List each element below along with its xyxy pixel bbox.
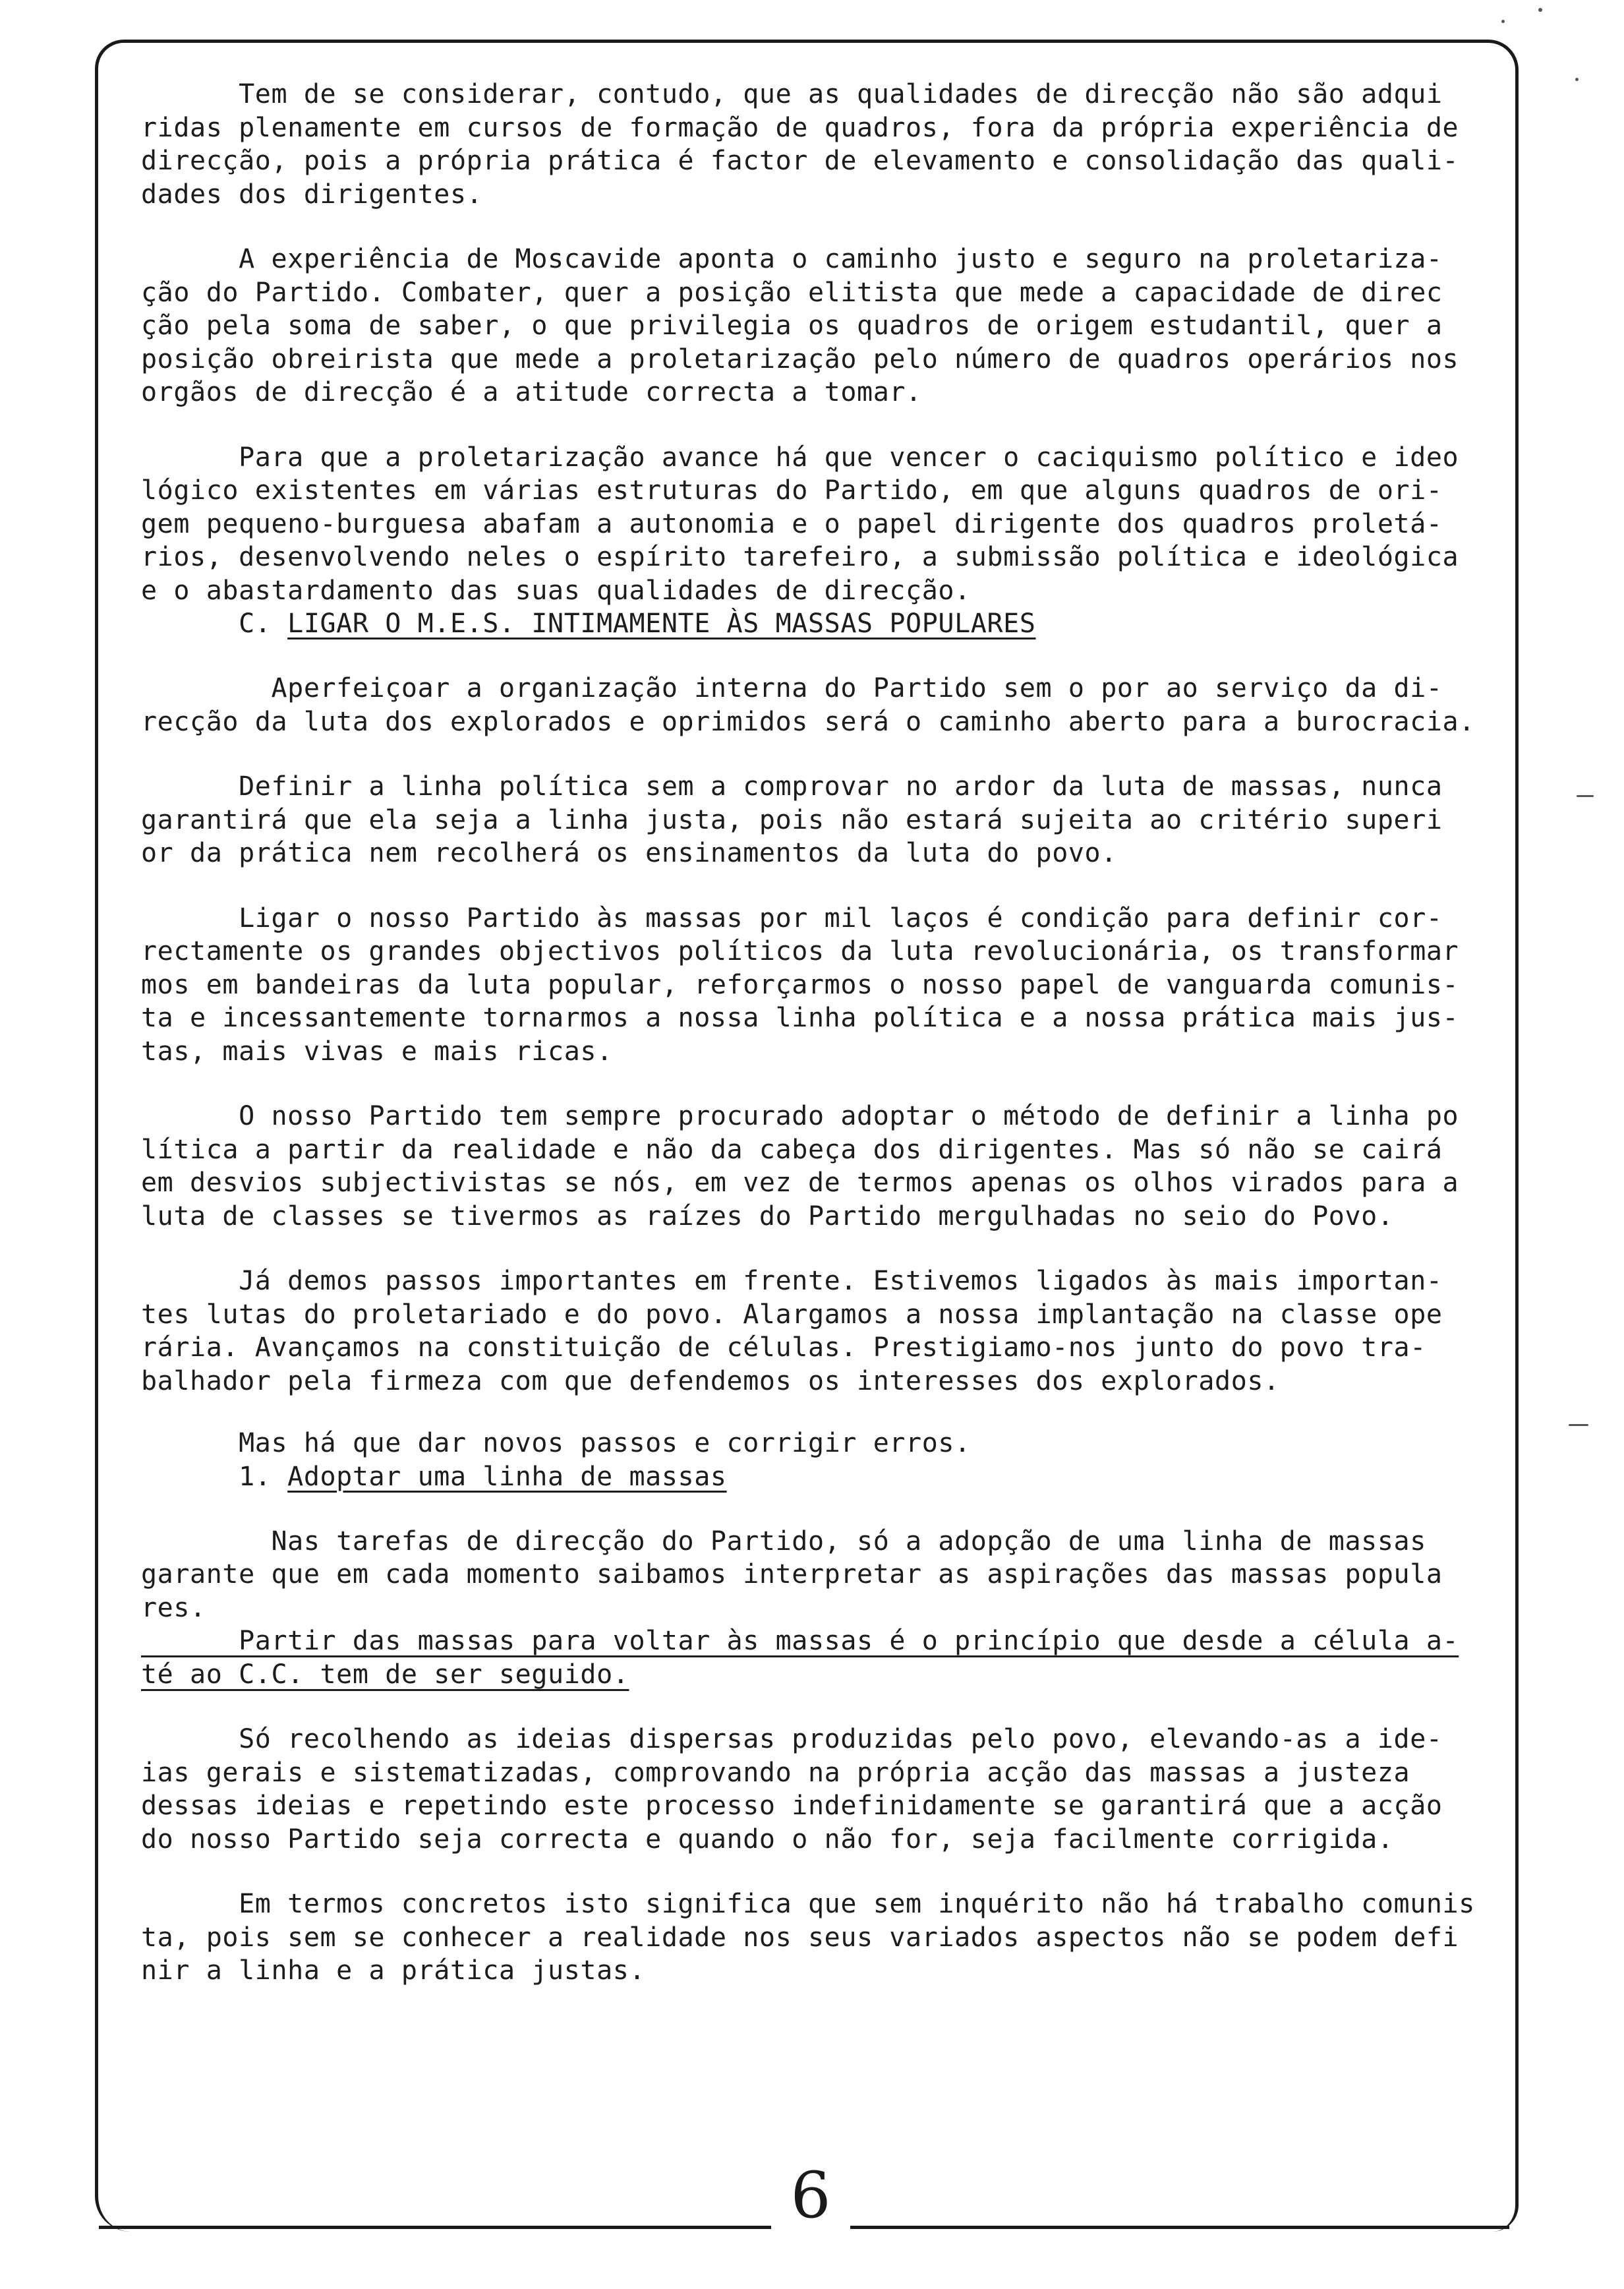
paragraph: Definir a linha política sem a comprovar no ardor da luta de massas, nunca garantirá que ela seja a linha justa, pois não estará sujeita ao critério superi or da prática nem recolherá os ensinamentos da luta do povo.	[141, 771, 1443, 868]
scan-speck	[1501, 20, 1505, 23]
paragraph: Só recolhendo as ideias dispersas produzidas pelo povo, elevando-as a ide- ias gerais e sistematizadas, comprovando na própria acção das massas a justeza dessas ideias e repetindo este processo indefinidamente se garantirá que a acção do nosso Partido seja correcta e quando o não for, seja facilmente corrigida.	[141, 1724, 1443, 1855]
subsection-heading-1	[141, 1460, 1486, 1493]
bottom-rule-right	[850, 2226, 1509, 2229]
scan-speck	[1577, 795, 1594, 797]
paragraph: Tem de se considerar, contudo, que as qualidades de direcção não são adqui ridas plenamente em cursos de formação de quadros, fora da própria experiência de direcção, pois a própria prática é factor de elevamento e consolidação das quali- dades dos dirigentes.	[141, 79, 1459, 210]
section-title: LIGAR O M.E.S. INTIMAMENTE ÀS MASSAS POPULARES	[287, 609, 1036, 639]
paragraph: Em termos concretos isto significa que sem inquérito não há trabalho comunis ta, pois sem se conhecer a realidade nos seus variados aspectos não se podem defi nir a linha e a prática justas.	[141, 1889, 1475, 1986]
paragraph: O nosso Partido tem sempre procurado adoptar o método de definir a linha po lítica a partir da realidade e não da cabeça dos dirigentes. Mas só não se cairá em desvios subjectivistas se nós, em vez de termos apenas os olhos virados para a luta de classes se tivermos as raízes do Partido mergulhadas no seio do Povo.	[141, 1101, 1459, 1232]
scan-speck	[1538, 8, 1542, 12]
document-body	[141, 78, 1486, 1988]
paragraph: Mas há que dar novos passos e corrigir erros.	[141, 1428, 971, 1458]
subsection-prefix: 1.	[141, 1461, 288, 1492]
scan-speck	[1575, 78, 1579, 81]
paragraph: Para que a proletarização avance há que vencer o caciquismo político e ideo lógico existentes em várias estruturas do Partido, em que alguns quadros de ori- gem pequeno-burguesa abafam a autonomia e o papel dirigente dos quadros proletá- rios, desenvolvendo neles o espírito tarefeiro, a submissão política e ideológica e o abastardamento das suas qualidades de direcção.	[141, 442, 1459, 606]
scan-speck	[1569, 1424, 1588, 1426]
paragraph: Nas tarefas de direcção do Partido, só a adopção de uma linha de massas garante que em cada momento saibamos interpretar as aspirações das massas popula res.	[141, 1526, 1443, 1623]
paragraph: Aperfeiçoar a organização interna do Partido sem o por ao serviço da di- recção da luta dos explorados e oprimidos será o caminho aberto para a burocracia.	[141, 673, 1475, 737]
paragraph: Ligar o nosso Partido às massas por mil laços é condição para definir cor- rectamente os grandes objectivos políticos da luta revolucionária, os transformar mos em bandeiras da luta popular, reforçarmos o nosso papel de vanguarda comunis- ta e incessantemente tornarmos a nossa linha política e a nossa prática mais jus- tas, mais vivas e mais ricas.	[141, 903, 1459, 1067]
paragraph: Já demos passos importantes em frente. Estivemos ligados às mais importan- tes lutas do proletariado e do povo. Alargamos a nossa implantação na classe ope rária. Avançamos na constituição de células. Prestigiamo-nos junto do povo tra- balhador pela firmeza com que defendemos os interesses dos explorados.	[141, 1266, 1443, 1396]
section-heading-c	[141, 607, 1486, 640]
section-prefix: C.	[141, 609, 288, 639]
subsection-title: Adoptar uma linha de massas	[287, 1461, 727, 1492]
bottom-rule-left	[99, 2226, 771, 2229]
page-number: 6	[790, 2158, 831, 2232]
principle-statement: Partir das massas para voltar às massas é o princípio que desde a célula a- té ao C.C. tem de ser seguido.	[141, 1626, 1459, 1690]
paragraph: A experiência de Moscavide aponta o caminho justo e seguro na proletariza- ção do Partido. Combater, quer a posição elitista que mede a capacidade de direc ção pela soma de saber, o que privilegia os quadros de origem estudantil, quer a posição obreirista que mede a proletarização pelo número de quadros operários nos orgãos de direcção é a atitude correcta a tomar.	[141, 244, 1459, 407]
